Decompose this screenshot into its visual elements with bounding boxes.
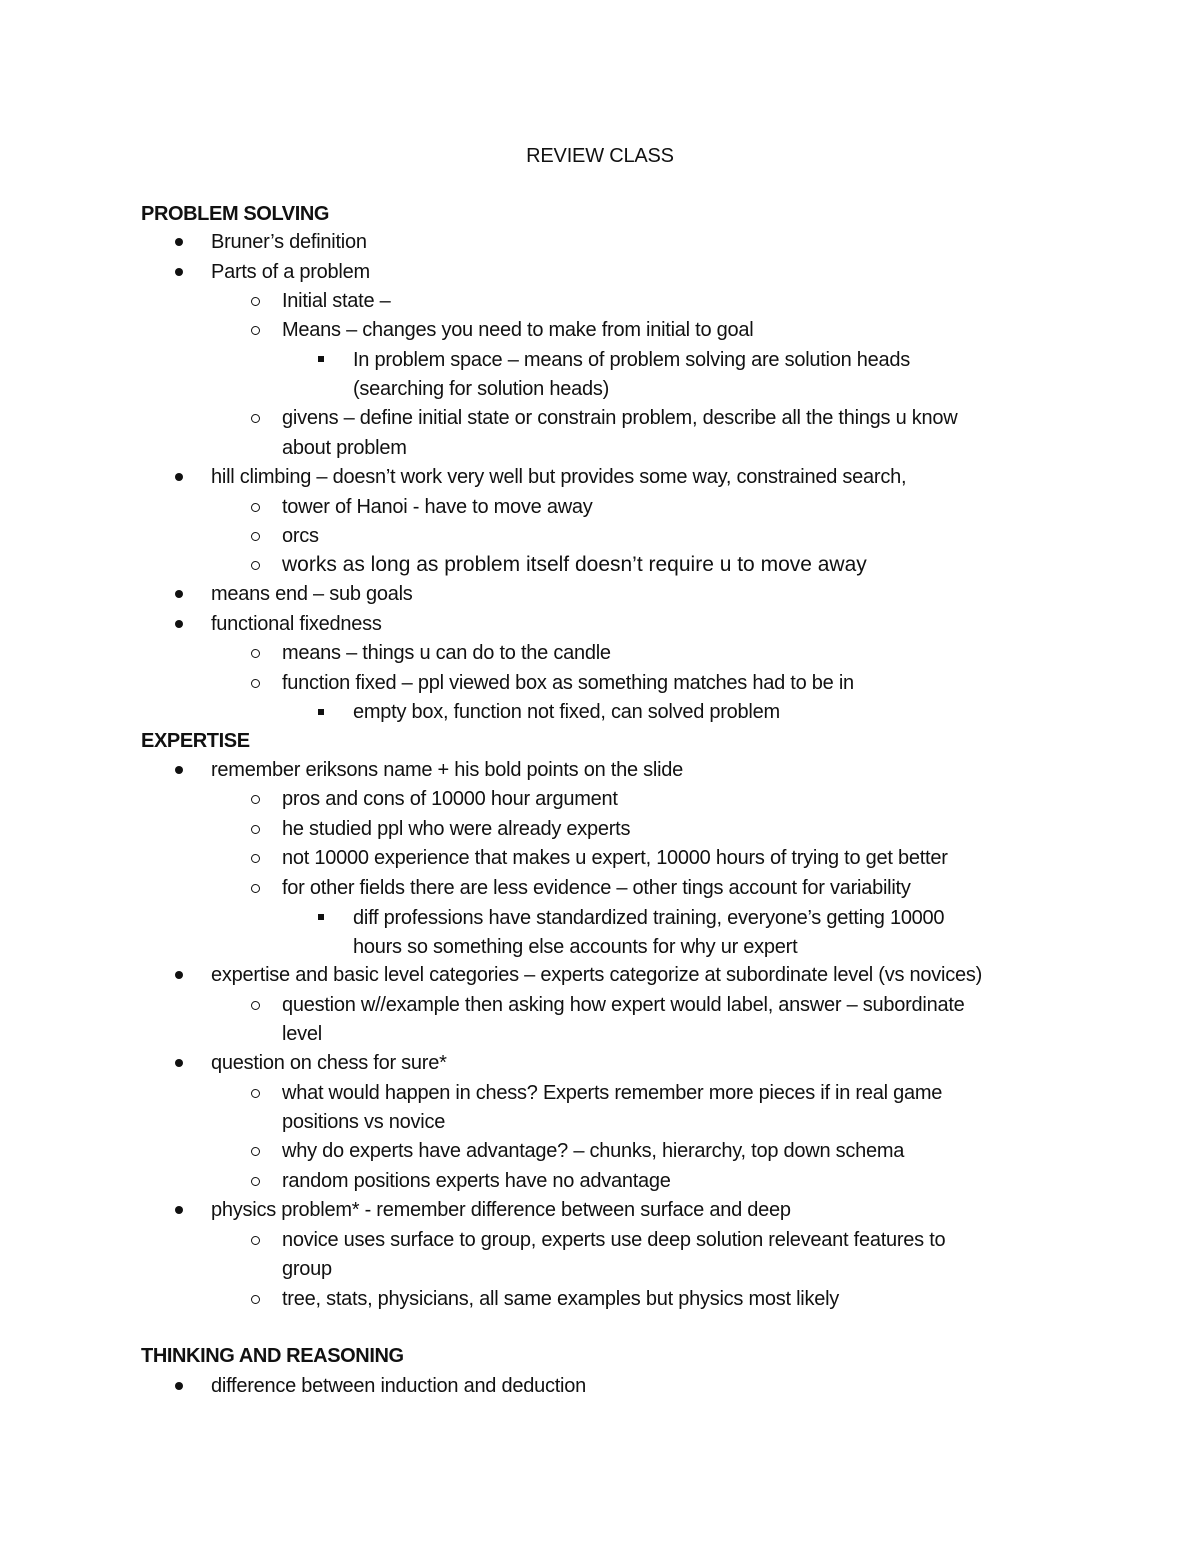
circle-bullet-icon [251,1147,260,1156]
list-item: diff professions have standardized training, everyone’s getting 10000 [353,907,945,929]
circle-bullet-icon [251,532,260,541]
list-item-continuation: group [282,1258,332,1280]
list-item: question on chess for sure* [211,1052,447,1074]
list-item-continuation: level [282,1023,322,1045]
list-item: In problem space – means of problem solving are solution heads [353,349,911,371]
bullet-icon [175,268,183,276]
list-item: why do experts have advantage? – chunks, hierarchy, top down schema [282,1140,905,1162]
bullet-icon [175,620,183,628]
section-heading-problem-solving: PROBLEM SOLVING [141,203,330,225]
list-item: givens – define initial state or constrain problem, describe all the things u know [282,407,958,429]
list-item-continuation: about problem [282,437,407,459]
bullet-icon [175,473,183,481]
circle-bullet-icon [251,795,260,804]
square-bullet-icon [318,356,324,362]
list-item: question w//example then asking how expert would label, answer – subordinate [282,994,965,1016]
page-title: REVIEW CLASS [526,145,674,167]
section-heading-thinking-and-reasoning: THINKING AND REASONING [141,1345,404,1367]
list-item: random positions experts have no advantage [282,1170,671,1192]
list-item: means – things u can do to the candle [282,642,611,664]
list-item: Means – changes you need to make from initial to goal [282,319,754,341]
list-item: means end – sub goals [211,583,413,605]
list-item: hill climbing – doesn’t work very well but provides some way, constrained search, [211,466,907,488]
bullet-icon [175,971,183,979]
circle-bullet-icon [251,1177,260,1186]
list-item: for other fields there are less evidence – other tings account for variability [282,877,911,899]
square-bullet-icon [318,709,324,715]
list-item: what would happen in chess? Experts remember more pieces if in real game [282,1082,943,1104]
square-bullet-icon [318,914,324,920]
bullet-icon [175,1059,183,1067]
bullet-icon [175,238,183,246]
list-item: function fixed – ppl viewed box as something matches had to be in [282,672,854,694]
list-item: tree, stats, physicians, all same examples but physics most likely [282,1288,840,1310]
list-item: Initial state – [282,290,391,312]
circle-bullet-icon [251,649,260,658]
list-item: Bruner’s definition [211,231,367,253]
list-item: he studied ppl who were already experts [282,818,631,840]
list-item-continuation: hours so something else accounts for why ur expert [353,936,798,958]
list-item: tower of Hanoi - have to move away [282,496,593,518]
list-item: works as long as problem itself doesn’t require u to move away [282,553,867,576]
circle-bullet-icon [251,854,260,863]
list-item: functional fixedness [211,613,382,635]
circle-bullet-icon [251,561,260,570]
section-heading-expertise: EXPERTISE [141,730,250,752]
circle-bullet-icon [251,679,260,688]
list-item-continuation: positions vs novice [282,1111,446,1133]
circle-bullet-icon [251,326,260,335]
list-item: difference between induction and deduction [211,1375,586,1397]
list-item: empty box, function not fixed, can solved problem [353,701,780,723]
bullet-icon [175,1382,183,1390]
circle-bullet-icon [251,884,260,893]
list-item: orcs [282,525,319,547]
list-item: novice uses surface to group, experts use deep solution releveant features to [282,1229,946,1251]
circle-bullet-icon [251,503,260,512]
list-item-continuation: (searching for solution heads) [353,378,609,400]
circle-bullet-icon [251,1236,260,1245]
list-item: pros and cons of 10000 hour argument [282,788,618,810]
circle-bullet-icon [251,825,260,834]
circle-bullet-icon [251,1089,260,1098]
circle-bullet-icon [251,1295,260,1304]
circle-bullet-icon [251,414,260,423]
list-item: expertise and basic level categories – experts categorize at subordinate level (vs novices) [211,964,982,986]
bullet-icon [175,1206,183,1214]
list-item: not 10000 experience that makes u expert, 10000 hours of trying to get better [282,847,948,869]
list-item: physics problem* - remember difference between surface and deep [211,1199,791,1221]
circle-bullet-icon [251,1001,260,1010]
bullet-icon [175,590,183,598]
list-item: Parts of a problem [211,261,370,283]
list-item: remember eriksons name + his bold points on the slide [211,759,684,781]
circle-bullet-icon [251,297,260,306]
bullet-icon [175,766,183,774]
